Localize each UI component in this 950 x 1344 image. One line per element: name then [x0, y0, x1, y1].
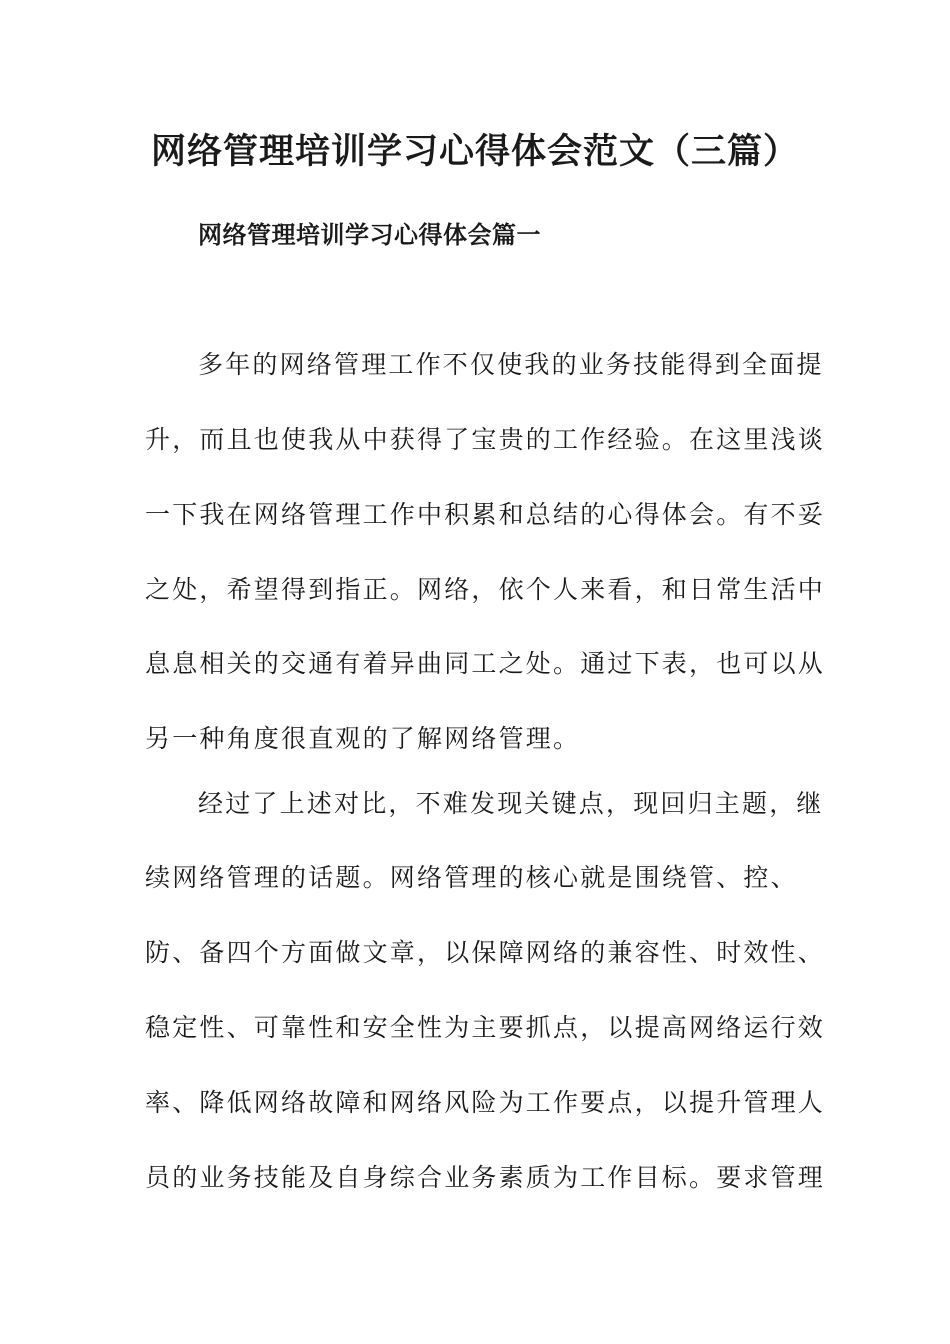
- paragraph-line: 经过了上述对比，不难发现关键点，现回归主题，继: [198, 789, 824, 818]
- paragraph-line: 息息相关的交通有着异曲同工之处。通过下表，也可以从: [145, 649, 826, 678]
- paragraph-line: 续网络管理的话题。网络管理的核心就是围绕管、控、: [145, 863, 798, 892]
- section-heading: 网络管理培训学习心得体会篇一: [198, 220, 541, 249]
- paragraph-line: 员的业务技能及自身综合业务素质为工作目标。要求管理: [145, 1163, 826, 1192]
- paragraph-line: 升，而且也使我从中获得了宝贵的工作经验。在这里浅谈: [145, 425, 826, 454]
- paragraph-line: 率、降低网络故障和网络风险为工作要点，以提升管理人: [145, 1088, 826, 1117]
- paragraph-line: 多年的网络管理工作不仅使我的业务技能得到全面提: [198, 350, 824, 379]
- paragraph-line: 之处，希望得到指正。网络，依个人来看，和日常生活中: [145, 575, 826, 604]
- paragraph-line: 稳定性、可靠性和安全性为主要抓点，以提高网络运行效: [145, 1013, 826, 1042]
- paragraph-line: 防、备四个方面做文章，以保障网络的兼容性、时效性、: [145, 938, 826, 967]
- paragraph-line: 另一种角度很直观的了解网络管理。: [145, 724, 581, 753]
- document-title: 网络管理培训学习心得体会范文（三篇）: [150, 131, 799, 172]
- paragraph-line: 一下我在网络管理工作中积累和总结的心得体会。有不妥: [145, 500, 826, 529]
